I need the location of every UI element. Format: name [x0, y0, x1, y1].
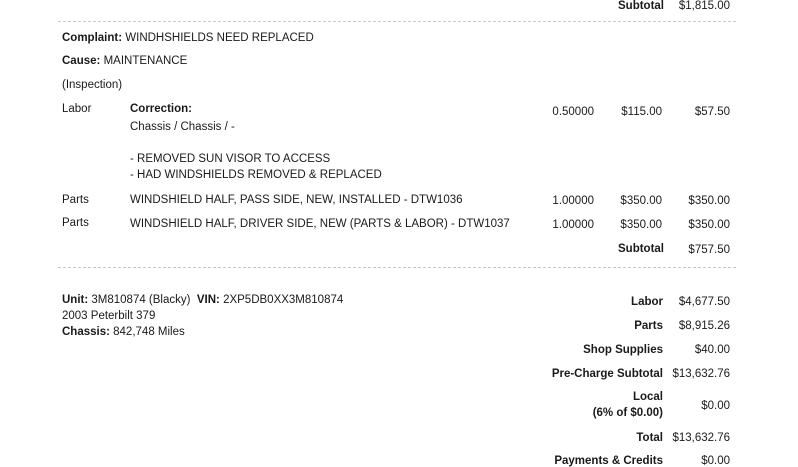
cause-value: MAINTENANCE — [103, 55, 188, 67]
part-description: WINDSHIELD HALF, PASS SIDE, NEW, INSTALLED - DTW1036 — [130, 194, 463, 206]
local-tax-value: $0.00 — [701, 400, 730, 412]
complaint-line — [62, 32, 314, 44]
top-subtotal-label: Subtotal — [618, 0, 664, 12]
labor-amount: $57.50 — [694, 106, 730, 118]
labor-note: - HAD WINDSHIELDS REMOVED & REPLACED — [130, 169, 382, 181]
chassis-line — [62, 326, 185, 338]
total-labor-value: $4,677.50 — [678, 296, 730, 308]
grand-total-label: Total — [636, 432, 663, 444]
labor-note: - REMOVED SUN VISOR TO ACCESS — [130, 153, 331, 165]
vin-value: 2XP5DB0XX3M810874 — [223, 294, 344, 306]
precharge-subtotal-label: Pre-Charge Subtotal — [551, 368, 663, 380]
vin-label: VIN: — [196, 294, 220, 306]
divider-top — [58, 21, 736, 22]
top-subtotal-value: $1,815.00 — [678, 0, 730, 12]
complaint-value: WINDHSHIELDS NEED REPLACED — [125, 32, 314, 44]
precharge-subtotal-value: $13,632.76 — [672, 368, 730, 380]
part-rate: $350.00 — [620, 195, 662, 207]
total-parts-label: Parts — [634, 320, 663, 332]
unit-model: 2003 Peterbilt 379 — [62, 310, 156, 322]
part-description: WINDSHIELD HALF, DRIVER SIDE, NEW (PARTS & LABOR) - DTW1037 — [130, 218, 510, 230]
shop-supplies-label: Shop Supplies — [583, 344, 663, 356]
part-qty: 1.00000 — [552, 195, 594, 207]
payments-credits-value: $0.00 — [701, 455, 730, 467]
correction-path: Chassis / Chassis / - — [130, 121, 235, 133]
local-tax-basis: (6% of $0.00) — [592, 407, 663, 419]
unit-label: Unit: — [62, 294, 89, 306]
job-subtotal-value: $757.50 — [688, 244, 730, 256]
labor-type: Labor — [62, 103, 92, 115]
grand-total-value: $13,632.76 — [672, 432, 730, 444]
job-subtotal-label: Subtotal — [618, 243, 664, 255]
part-amount: $350.00 — [688, 195, 730, 207]
labor-rate: $115.00 — [621, 106, 662, 118]
complaint-label: Complaint: — [62, 32, 123, 44]
part-amount: $350.00 — [688, 219, 730, 231]
correction-label: Correction: — [130, 103, 192, 115]
cause-line — [62, 55, 187, 67]
shop-supplies-value: $40.00 — [694, 344, 730, 356]
divider-bottom — [58, 267, 736, 268]
chassis-label: Chassis: — [62, 326, 110, 338]
payments-credits-label: Payments & Credits — [554, 455, 663, 467]
inspection-note: (Inspection) — [62, 79, 123, 91]
total-parts-value: $8,915.26 — [678, 320, 730, 332]
labor-qty: 0.50000 — [552, 106, 594, 118]
unit-value: 3M810874 (Blacky) — [91, 294, 191, 306]
part-type: Parts — [62, 217, 89, 229]
cause-label: Cause: — [62, 55, 101, 67]
part-rate: $350.00 — [620, 219, 662, 231]
total-labor-label: Labor — [631, 296, 663, 308]
unit-line — [62, 294, 343, 306]
part-type: Parts — [62, 194, 89, 206]
part-qty: 1.00000 — [552, 219, 594, 231]
local-tax-label: Local — [632, 391, 663, 403]
chassis-value: 842,748 Miles — [113, 326, 185, 338]
